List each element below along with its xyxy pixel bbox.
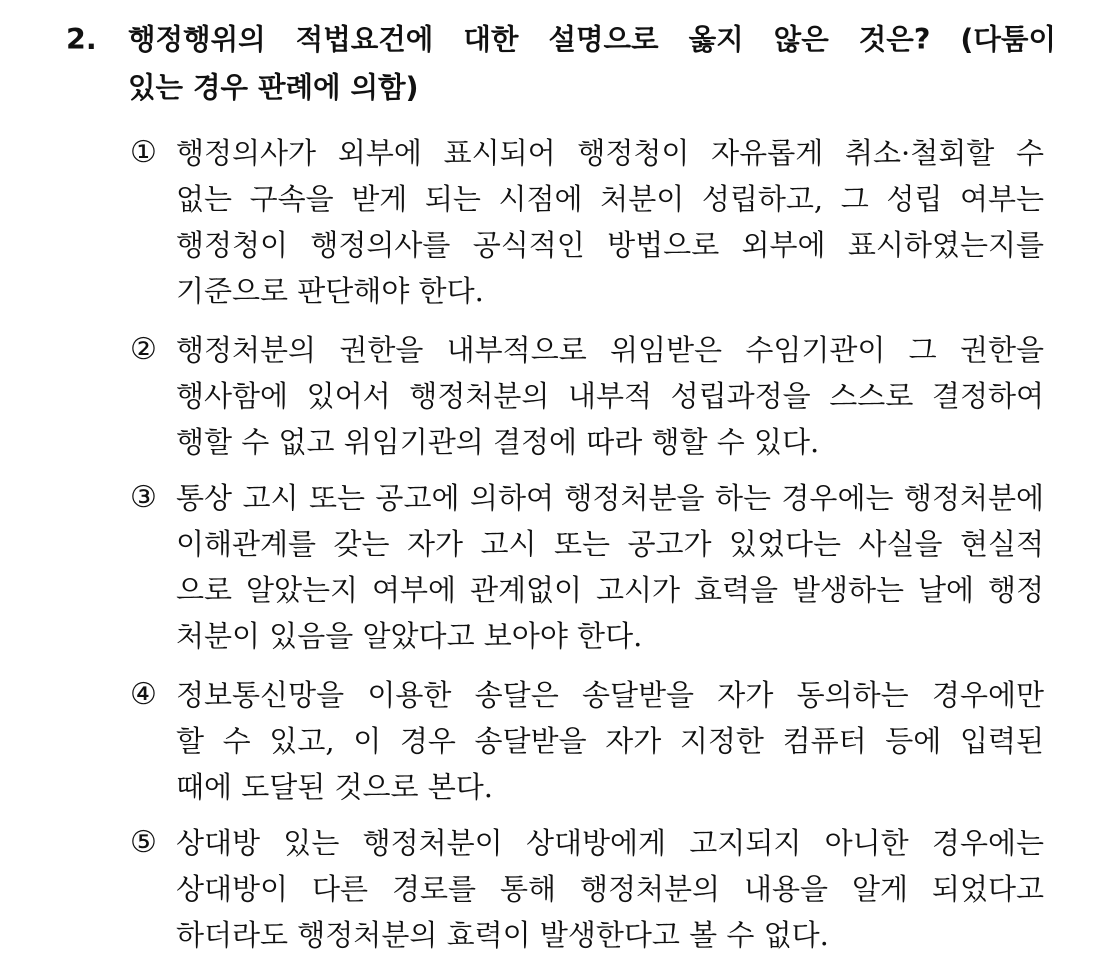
option-text — [176, 130, 1044, 314]
option-line: 행정청이 행정의사를 공식적인 방법으로 외부에 표시하였는지를 — [176, 228, 1044, 262]
question-number: 2. — [66, 23, 97, 56]
option-number-marker: ① — [130, 135, 157, 170]
option-line: 기준으로 판단해야 한다. — [176, 274, 484, 308]
question-line: 행정행위의 적법요건에 대한 설명으로 옳지 않은 것은? (다툼이 — [128, 23, 1056, 56]
option-line: 없는 구속을 받게 되는 시점에 처분이 성립하고, 그 성립 여부는 — [176, 182, 1044, 216]
option-text — [176, 672, 1044, 810]
option-text — [176, 327, 1044, 465]
option-number-marker: ② — [130, 332, 157, 367]
option-line: 행사함에 있어서 행정처분의 내부적 성립과정을 스스로 결정하여 — [176, 379, 1044, 413]
option-text — [176, 475, 1044, 659]
option-line: 행정의사가 외부에 표시되어 행정청이 자유롭게 취소·철회할 수 — [176, 136, 1044, 170]
option-line: 할 수 있고, 이 경우 송달받을 자가 지정한 컴퓨터 등에 입력된 — [176, 724, 1044, 758]
option-line: 상대방이 다른 경로를 통해 행정처분의 내용을 알게 되었다고 — [176, 872, 1044, 906]
option-line: 통상 고시 또는 공고에 의하여 행정처분을 하는 경우에는 행정처분에 — [176, 481, 1044, 515]
option-line: 처분이 있음을 알았다고 보아야 한다. — [176, 619, 643, 653]
option-line: 하더라도 행정처분의 효력이 발생한다고 볼 수 없다. — [176, 918, 829, 952]
option-line: 때에 도달된 것으로 본다. — [176, 770, 494, 804]
question-text — [128, 16, 1056, 112]
option-number-marker: ④ — [130, 677, 157, 712]
option-line: 행할 수 없고 위임기관의 결정에 따라 행할 수 있다. — [176, 425, 820, 459]
question-line: 있는 경우 판례에 의함) — [128, 71, 419, 104]
option-number-marker: ③ — [130, 480, 157, 515]
option-line: 으로 알았는지 여부에 관계없이 고시가 효력을 발생하는 날에 행정 — [176, 573, 1044, 607]
option-line: 이해관계를 갖는 자가 고시 또는 공고가 있었다는 사실을 현실적 — [176, 527, 1044, 561]
option-number-marker: ⑤ — [130, 825, 157, 860]
option-line: 상대방 있는 행정처분이 상대방에게 고지되지 아니한 경우에는 — [176, 826, 1044, 860]
option-line: 행정처분의 권한을 내부적으로 위임받은 수임기관이 그 권한을 — [176, 333, 1044, 367]
option-text — [176, 820, 1044, 958]
option-line: 정보통신망을 이용한 송달은 송달받을 자가 동의하는 경우에만 — [176, 678, 1044, 712]
